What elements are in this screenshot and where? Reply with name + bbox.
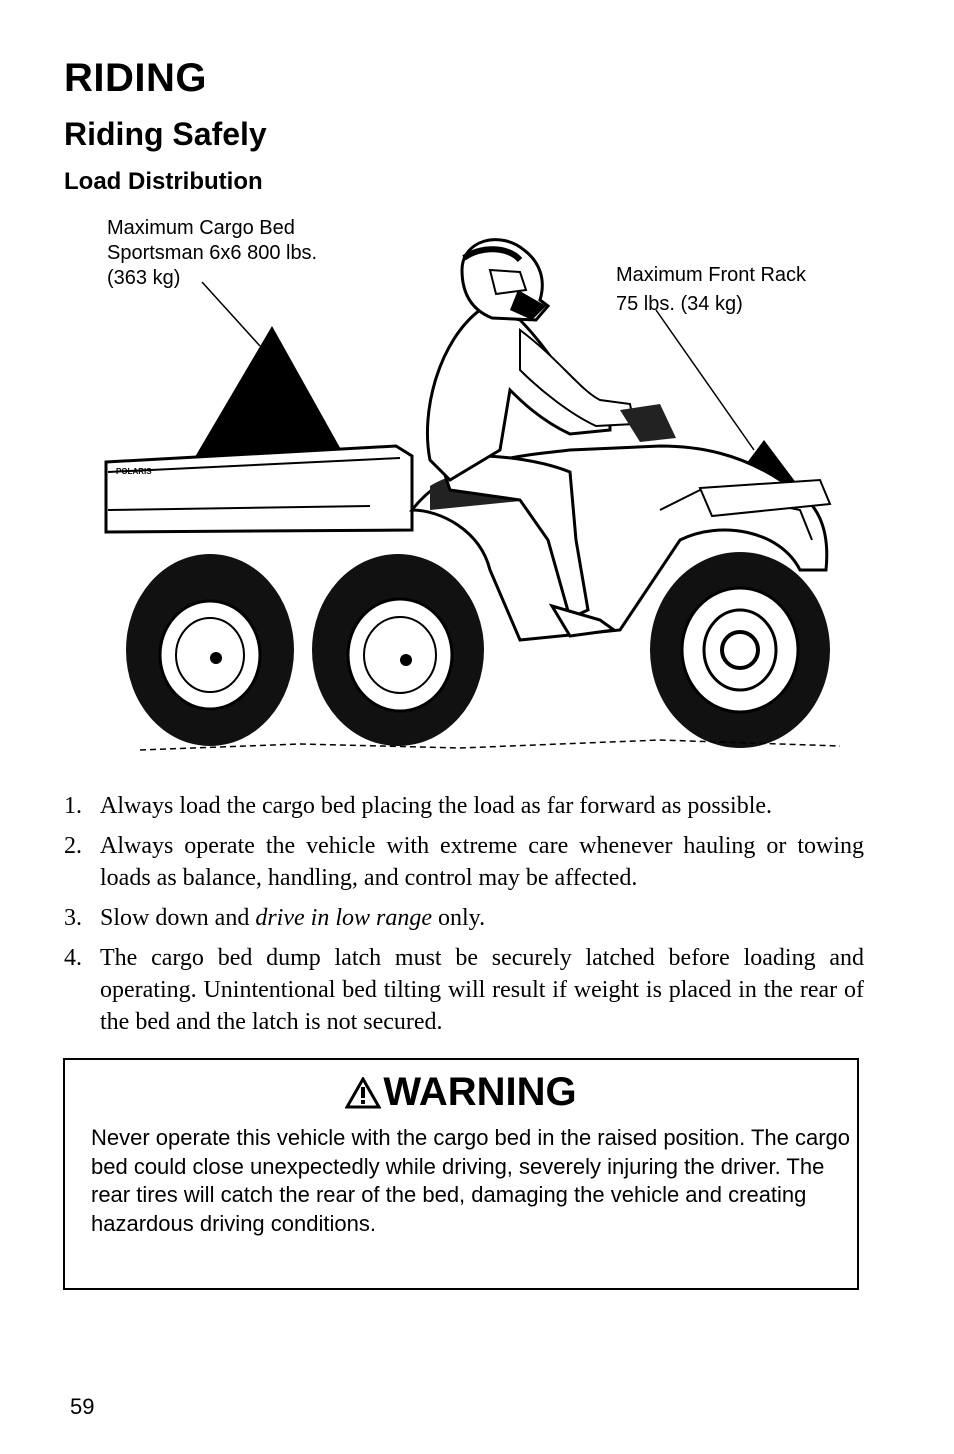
section-title: RIDING — [64, 56, 207, 100]
front-rack-capacity-label: Maximum Front Rack 75 lbs. (34 kg) — [616, 264, 807, 315]
warning-heading: WARNING — [65, 1070, 857, 1115]
page-number: 59 — [70, 1394, 95, 1419]
warning-text: Never operate this vehicle with the cargo bed in the raised position. The cargo bed could close unexpectedly while driving, severely injuring the driver. The rear tires will catch the rear of the bed, damaging the vehicle and creating hazardous driving conditions. — [91, 1125, 851, 1236]
topic-title: Load Distribution — [64, 168, 263, 195]
list-item: 4. The cargo bed dump latch must be securely latched before loading and operating. Unintentional bed tilting will result if weight is placed in the rear of the bed and the latch is not secured. — [64, 945, 864, 1035]
brand-mark: POLARIS — [116, 467, 152, 476]
cargo-capacity-label: Maximum Cargo Bed Sportsman 6x6 800 lbs. (363 kg) — [107, 217, 318, 289]
warning-box — [63, 1058, 859, 1290]
load-instructions-list — [64, 790, 864, 1046]
list-item: 3. Slow down and drive in low range only. — [64, 905, 486, 931]
list-item: 2. Always operate the vehicle with extreme care whenever hauling or towing loads as balance, handling, and control may be affected. — [64, 833, 864, 891]
list-item: 1. Always load the cargo bed placing the load as far forward as possible. — [64, 793, 773, 819]
warning-triangle-icon — [345, 1077, 381, 1109]
cargo-leader-line — [202, 282, 260, 346]
subsection-title: Riding Safely — [64, 116, 267, 152]
cargo-load-triangle — [192, 326, 348, 462]
